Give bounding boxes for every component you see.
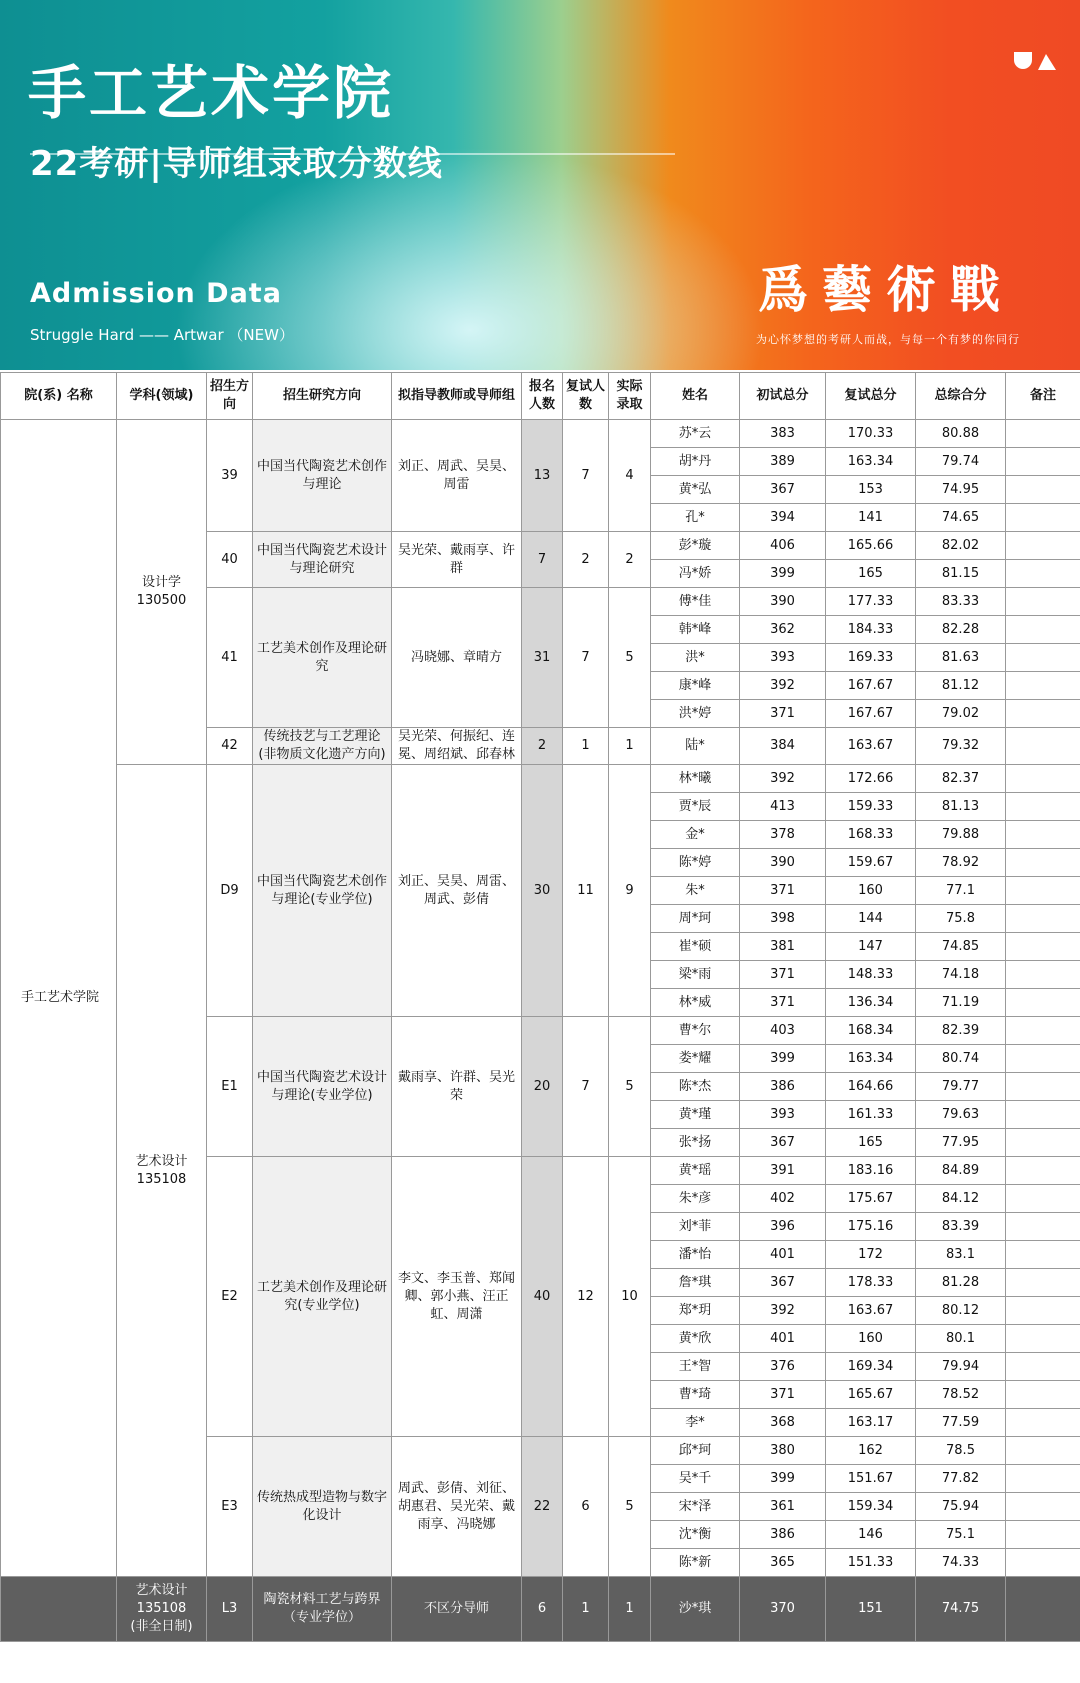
remarks-cell	[1006, 1297, 1080, 1325]
student-name-cell: 周*珂	[651, 905, 740, 933]
remarks-cell	[1006, 644, 1080, 672]
interview-count-cell: 11	[563, 765, 609, 1017]
initial-score-cell: 367	[740, 1129, 826, 1157]
mentors-cell: 戴雨享、许群、吴光荣	[392, 1017, 522, 1157]
total-score-cell: 74.95	[916, 476, 1006, 504]
remarks-cell	[1006, 877, 1080, 905]
applied-count-cell: 2	[522, 728, 563, 765]
initial-score-cell: 392	[740, 672, 826, 700]
total-score-cell: 79.77	[916, 1073, 1006, 1101]
interview-count-cell: 7	[563, 1017, 609, 1157]
remarks-cell	[1006, 1465, 1080, 1493]
retest-score-cell: 170.33	[826, 420, 916, 448]
remarks-cell	[1006, 765, 1080, 793]
table-row	[1, 765, 1080, 793]
total-score-cell: 74.75	[916, 1577, 1006, 1642]
retest-score-cell: 165.67	[826, 1381, 916, 1409]
research-direction-cell: 工艺美术创作及理论研究	[253, 588, 392, 728]
retest-score-cell: 184.33	[826, 616, 916, 644]
total-score-cell: 81.28	[916, 1269, 1006, 1297]
initial-score-cell: 393	[740, 1101, 826, 1129]
admitted-count-cell: 5	[609, 588, 651, 728]
student-name-cell: 陈*婷	[651, 849, 740, 877]
initial-score-cell: 393	[740, 644, 826, 672]
remarks-cell	[1006, 1325, 1080, 1353]
student-name-cell: 彭*璇	[651, 532, 740, 560]
student-name-cell: 傅*佳	[651, 588, 740, 616]
total-score-cell: 77.1	[916, 877, 1006, 905]
initial-score-cell: 386	[740, 1073, 826, 1101]
remarks-cell	[1006, 448, 1080, 476]
column-header: 报名人数	[522, 373, 563, 420]
applied-count-cell: 22	[522, 1437, 563, 1577]
column-header: 学科(领域)	[117, 373, 207, 420]
direction-code-cell: L3	[207, 1577, 253, 1642]
retest-score-cell: 167.67	[826, 672, 916, 700]
applied-count-cell: 7	[522, 532, 563, 588]
student-name-cell: 潘*怡	[651, 1241, 740, 1269]
college-blank-cell	[1, 1577, 117, 1642]
retest-score-cell: 167.67	[826, 700, 916, 728]
remarks-cell	[1006, 989, 1080, 1017]
mentors-cell: 吴光荣、戴雨享、许群	[392, 532, 522, 588]
total-score-cell: 82.39	[916, 1017, 1006, 1045]
student-name-cell: 王*智	[651, 1353, 740, 1381]
retest-score-cell: 159.67	[826, 849, 916, 877]
student-name-cell: 黄*欣	[651, 1325, 740, 1353]
total-score-cell: 84.89	[916, 1157, 1006, 1185]
remarks-cell	[1006, 728, 1080, 765]
student-name-cell: 沈*衡	[651, 1521, 740, 1549]
initial-score-cell: 370	[740, 1577, 826, 1642]
applied-count-cell: 6	[522, 1577, 563, 1642]
initial-score-cell: 368	[740, 1409, 826, 1437]
remarks-cell	[1006, 821, 1080, 849]
interview-count-cell: 7	[563, 588, 609, 728]
direction-code-cell: E3	[207, 1437, 253, 1577]
student-name-cell: 黄*瑾	[651, 1101, 740, 1129]
initial-score-cell: 380	[740, 1437, 826, 1465]
total-score-cell: 80.12	[916, 1297, 1006, 1325]
admitted-count-cell: 1	[609, 1577, 651, 1642]
student-name-cell: 崔*硕	[651, 933, 740, 961]
remarks-cell	[1006, 1129, 1080, 1157]
direction-code-cell: E1	[207, 1017, 253, 1157]
retest-score-cell: 141	[826, 504, 916, 532]
retest-score-cell: 163.17	[826, 1409, 916, 1437]
retest-score-cell: 164.66	[826, 1073, 916, 1101]
initial-score-cell: 362	[740, 616, 826, 644]
initial-score-cell: 367	[740, 1269, 826, 1297]
total-score-cell: 81.15	[916, 560, 1006, 588]
research-direction-cell: 工艺美术创作及理论研究(专业学位)	[253, 1157, 392, 1437]
mentors-cell: 吴光荣、何振纪、连冕、周绍斌、邱春林	[392, 728, 522, 765]
initial-score-cell: 406	[740, 532, 826, 560]
student-name-cell: 李*	[651, 1409, 740, 1437]
admitted-count-cell: 5	[609, 1437, 651, 1577]
remarks-cell	[1006, 933, 1080, 961]
remarks-cell	[1006, 1213, 1080, 1241]
initial-score-cell: 381	[740, 933, 826, 961]
student-name-cell: 黄*瑶	[651, 1157, 740, 1185]
student-name-cell: 陈*新	[651, 1549, 740, 1577]
research-direction-cell: 中国当代陶瓷艺术创作与理论	[253, 420, 392, 532]
retest-score-cell: 151.67	[826, 1465, 916, 1493]
english-subtitle: Struggle Hard —— Artwar （NEW）	[30, 326, 294, 344]
research-direction-cell: 中国当代陶瓷艺术设计与理论研究	[253, 532, 392, 588]
initial-score-cell: 413	[740, 793, 826, 821]
retest-score-cell: 146	[826, 1521, 916, 1549]
initial-score-cell: 399	[740, 1465, 826, 1493]
total-score-cell: 77.82	[916, 1465, 1006, 1493]
admitted-count-cell: 4	[609, 420, 651, 532]
initial-score-cell: 392	[740, 1297, 826, 1325]
remarks-cell	[1006, 1353, 1080, 1381]
research-direction-cell: 陶瓷材料工艺与跨界（专业学位）	[253, 1577, 392, 1642]
column-header: 实际录取	[609, 373, 651, 420]
initial-score-cell: 371	[740, 961, 826, 989]
initial-score-cell: 371	[740, 700, 826, 728]
subject-cell: 艺术设计 135108 (非全日制)	[117, 1577, 207, 1642]
student-name-cell: 宋*泽	[651, 1493, 740, 1521]
remarks-cell	[1006, 700, 1080, 728]
remarks-cell	[1006, 1549, 1080, 1577]
retest-score-cell: 163.67	[826, 1297, 916, 1325]
interview-count-cell: 1	[563, 728, 609, 765]
remarks-cell	[1006, 560, 1080, 588]
retest-score-cell: 172	[826, 1241, 916, 1269]
mentors-cell: 不区分导师	[392, 1577, 522, 1642]
retest-score-cell: 160	[826, 877, 916, 905]
total-score-cell: 79.32	[916, 728, 1006, 765]
english-title: Admission Data	[30, 278, 282, 309]
student-name-cell: 郑*玥	[651, 1297, 740, 1325]
direction-code-cell: 39	[207, 420, 253, 532]
total-score-cell: 82.28	[916, 616, 1006, 644]
total-score-cell: 79.94	[916, 1353, 1006, 1381]
total-score-cell: 82.02	[916, 532, 1006, 560]
total-score-cell: 83.1	[916, 1241, 1006, 1269]
banner	[0, 0, 1080, 370]
direction-code-cell: 40	[207, 532, 253, 588]
initial-score-cell: 386	[740, 1521, 826, 1549]
remarks-cell	[1006, 1241, 1080, 1269]
remarks-cell	[1006, 1493, 1080, 1521]
subject-cell: 艺术设计 135108	[117, 765, 207, 1577]
total-score-cell: 74.65	[916, 504, 1006, 532]
total-score-cell: 78.92	[916, 849, 1006, 877]
student-name-cell: 黄*弘	[651, 476, 740, 504]
remarks-cell	[1006, 793, 1080, 821]
remarks-cell	[1006, 1577, 1080, 1642]
retest-score-cell: 151.33	[826, 1549, 916, 1577]
student-name-cell: 洪*婷	[651, 700, 740, 728]
total-score-cell: 83.33	[916, 588, 1006, 616]
column-header: 姓名	[651, 373, 740, 420]
initial-score-cell: 403	[740, 1017, 826, 1045]
direction-code-cell: 42	[207, 728, 253, 765]
remarks-cell	[1006, 1269, 1080, 1297]
retest-score-cell: 169.34	[826, 1353, 916, 1381]
direction-code-cell: E2	[207, 1157, 253, 1437]
retest-score-cell: 153	[826, 476, 916, 504]
total-score-cell: 79.88	[916, 821, 1006, 849]
subject-cell: 设计学 130500	[117, 420, 207, 765]
applied-count-cell: 30	[522, 765, 563, 1017]
remarks-cell	[1006, 1381, 1080, 1409]
student-name-cell: 洪*	[651, 644, 740, 672]
student-name-cell: 沙*琪	[651, 1577, 740, 1642]
total-score-cell: 77.95	[916, 1129, 1006, 1157]
remarks-cell	[1006, 504, 1080, 532]
retest-score-cell: 165.66	[826, 532, 916, 560]
retest-score-cell: 162	[826, 1437, 916, 1465]
total-score-cell: 80.74	[916, 1045, 1006, 1073]
column-header: 拟指导教师或导师组	[392, 373, 522, 420]
brand-logo-icon	[1012, 50, 1058, 72]
total-score-cell: 82.37	[916, 765, 1006, 793]
student-name-cell: 曹*尔	[651, 1017, 740, 1045]
interview-count-cell: 7	[563, 420, 609, 532]
remarks-cell	[1006, 420, 1080, 448]
remarks-cell	[1006, 672, 1080, 700]
remarks-cell	[1006, 1045, 1080, 1073]
student-name-cell: 朱*	[651, 877, 740, 905]
retest-score-cell: 144	[826, 905, 916, 933]
page-subtitle: 22考研|导师组录取分数线	[30, 144, 443, 184]
total-score-cell: 78.52	[916, 1381, 1006, 1409]
column-header: 招生研究方向	[253, 373, 392, 420]
initial-score-cell: 398	[740, 905, 826, 933]
initial-score-cell: 367	[740, 476, 826, 504]
interview-count-cell: 2	[563, 532, 609, 588]
table-header-row	[1, 373, 1080, 420]
initial-score-cell: 402	[740, 1185, 826, 1213]
total-score-cell: 78.5	[916, 1437, 1006, 1465]
admitted-count-cell: 1	[609, 728, 651, 765]
student-name-cell: 梁*雨	[651, 961, 740, 989]
initial-score-cell: 392	[740, 765, 826, 793]
admitted-count-cell: 9	[609, 765, 651, 1017]
initial-score-cell: 399	[740, 560, 826, 588]
retest-score-cell: 175.67	[826, 1185, 916, 1213]
total-score-cell: 75.94	[916, 1493, 1006, 1521]
applied-count-cell: 20	[522, 1017, 563, 1157]
retest-score-cell: 165	[826, 1129, 916, 1157]
remarks-cell	[1006, 905, 1080, 933]
column-header: 初试总分	[740, 373, 826, 420]
retest-score-cell: 136.34	[826, 989, 916, 1017]
initial-score-cell: 389	[740, 448, 826, 476]
mentors-cell: 刘正、周武、吴昊、周雷	[392, 420, 522, 532]
mentors-cell: 周武、彭倩、刘征、胡惠君、吴光荣、戴雨享、冯晓娜	[392, 1437, 522, 1577]
total-score-cell: 71.19	[916, 989, 1006, 1017]
initial-score-cell: 371	[740, 989, 826, 1017]
total-score-cell: 79.74	[916, 448, 1006, 476]
table-row	[1, 420, 1080, 448]
retest-score-cell: 161.33	[826, 1101, 916, 1129]
research-direction-cell: 中国当代陶瓷艺术设计与理论(专业学位)	[253, 1017, 392, 1157]
retest-score-cell: 160	[826, 1325, 916, 1353]
total-score-cell: 75.8	[916, 905, 1006, 933]
retest-score-cell: 147	[826, 933, 916, 961]
initial-score-cell: 378	[740, 821, 826, 849]
remarks-cell	[1006, 1437, 1080, 1465]
retest-score-cell: 159.33	[826, 793, 916, 821]
retest-score-cell: 168.33	[826, 821, 916, 849]
initial-score-cell: 371	[740, 1381, 826, 1409]
retest-score-cell: 169.33	[826, 644, 916, 672]
initial-score-cell: 390	[740, 588, 826, 616]
brand-slogan: 为心怀梦想的考研人而战，与每一个有梦的你同行	[756, 333, 1020, 346]
student-name-cell: 孔*	[651, 504, 740, 532]
retest-score-cell: 165	[826, 560, 916, 588]
mentors-cell: 李文、李玉普、郑闻卿、郭小燕、汪正虹、周潇	[392, 1157, 522, 1437]
research-direction-cell: 中国当代陶瓷艺术创作与理论(专业学位)	[253, 765, 392, 1017]
total-score-cell: 80.1	[916, 1325, 1006, 1353]
initial-score-cell: 401	[740, 1241, 826, 1269]
retest-score-cell: 163.34	[826, 1045, 916, 1073]
student-name-cell: 娄*耀	[651, 1045, 740, 1073]
remarks-cell	[1006, 588, 1080, 616]
total-score-cell: 84.12	[916, 1185, 1006, 1213]
initial-score-cell: 383	[740, 420, 826, 448]
student-name-cell: 曹*琦	[651, 1381, 740, 1409]
initial-score-cell: 399	[740, 1045, 826, 1073]
student-name-cell: 邱*珂	[651, 1437, 740, 1465]
retest-score-cell: 177.33	[826, 588, 916, 616]
student-name-cell: 韩*峰	[651, 616, 740, 644]
column-header: 复试总分	[826, 373, 916, 420]
retest-score-cell: 159.34	[826, 1493, 916, 1521]
student-name-cell: 苏*云	[651, 420, 740, 448]
initial-score-cell: 376	[740, 1353, 826, 1381]
retest-score-cell: 175.16	[826, 1213, 916, 1241]
initial-score-cell: 384	[740, 728, 826, 765]
remarks-cell	[1006, 1017, 1080, 1045]
college-name-cell: 手工艺术学院	[1, 420, 117, 1577]
student-name-cell: 胡*丹	[651, 448, 740, 476]
column-header: 院(系) 名称	[1, 373, 117, 420]
total-score-cell: 81.12	[916, 672, 1006, 700]
column-header: 备注	[1006, 373, 1080, 420]
retest-score-cell: 148.33	[826, 961, 916, 989]
applied-count-cell: 13	[522, 420, 563, 532]
retest-score-cell: 163.34	[826, 448, 916, 476]
initial-score-cell: 394	[740, 504, 826, 532]
column-header: 招生方向	[207, 373, 253, 420]
initial-score-cell: 401	[740, 1325, 826, 1353]
student-name-cell: 冯*娇	[651, 560, 740, 588]
total-score-cell: 75.1	[916, 1521, 1006, 1549]
total-score-cell: 74.18	[916, 961, 1006, 989]
remarks-cell	[1006, 1185, 1080, 1213]
initial-score-cell: 396	[740, 1213, 826, 1241]
direction-code-cell: 41	[207, 588, 253, 728]
initial-score-cell: 371	[740, 877, 826, 905]
total-score-cell: 74.85	[916, 933, 1006, 961]
mentors-cell: 冯晓娜、章晴方	[392, 588, 522, 728]
admitted-count-cell: 2	[609, 532, 651, 588]
column-header: 复试人数	[563, 373, 609, 420]
retest-score-cell: 151	[826, 1577, 916, 1642]
total-score-cell: 79.02	[916, 700, 1006, 728]
direction-code-cell: D9	[207, 765, 253, 1017]
remarks-cell	[1006, 1157, 1080, 1185]
total-score-cell: 80.88	[916, 420, 1006, 448]
page-title: 手工艺术学院	[28, 59, 395, 127]
total-score-cell: 74.33	[916, 1549, 1006, 1577]
part-time-row	[1, 1577, 1080, 1642]
total-score-cell: 81.13	[916, 793, 1006, 821]
retest-score-cell: 183.16	[826, 1157, 916, 1185]
student-name-cell: 吴*千	[651, 1465, 740, 1493]
initial-score-cell: 391	[740, 1157, 826, 1185]
column-header: 总综合分	[916, 373, 1006, 420]
remarks-cell	[1006, 1101, 1080, 1129]
student-name-cell: 贾*辰	[651, 793, 740, 821]
remarks-cell	[1006, 1073, 1080, 1101]
remarks-cell	[1006, 849, 1080, 877]
retest-score-cell: 163.67	[826, 728, 916, 765]
remarks-cell	[1006, 532, 1080, 560]
retest-score-cell: 172.66	[826, 765, 916, 793]
applied-count-cell: 31	[522, 588, 563, 728]
interview-count-cell: 1	[563, 1577, 609, 1642]
total-score-cell: 83.39	[916, 1213, 1006, 1241]
initial-score-cell: 390	[740, 849, 826, 877]
remarks-cell	[1006, 961, 1080, 989]
student-name-cell: 林*威	[651, 989, 740, 1017]
student-name-cell: 朱*彦	[651, 1185, 740, 1213]
applied-count-cell: 40	[522, 1157, 563, 1437]
admission-table	[0, 372, 1080, 1642]
interview-count-cell: 6	[563, 1437, 609, 1577]
retest-score-cell: 178.33	[826, 1269, 916, 1297]
student-name-cell: 康*峰	[651, 672, 740, 700]
interview-count-cell: 12	[563, 1157, 609, 1437]
student-name-cell: 刘*菲	[651, 1213, 740, 1241]
student-name-cell: 陈*杰	[651, 1073, 740, 1101]
research-direction-cell: 传统热成型造物与数字化设计	[253, 1437, 392, 1577]
research-direction-cell: 传统技艺与工艺理论(非物质文化遗产方向)	[253, 728, 392, 765]
student-name-cell: 陆*	[651, 728, 740, 765]
initial-score-cell: 361	[740, 1493, 826, 1521]
admitted-count-cell: 10	[609, 1157, 651, 1437]
admitted-count-cell: 5	[609, 1017, 651, 1157]
remarks-cell	[1006, 476, 1080, 504]
total-score-cell: 77.59	[916, 1409, 1006, 1437]
mentors-cell: 刘正、吴昊、周雷、周武、彭倩	[392, 765, 522, 1017]
initial-score-cell: 365	[740, 1549, 826, 1577]
student-name-cell: 张*扬	[651, 1129, 740, 1157]
remarks-cell	[1006, 1409, 1080, 1437]
retest-score-cell: 168.34	[826, 1017, 916, 1045]
total-score-cell: 79.63	[916, 1101, 1006, 1129]
student-name-cell: 詹*琪	[651, 1269, 740, 1297]
remarks-cell	[1006, 616, 1080, 644]
brand-calligraphy: 爲藝術戰	[758, 260, 1014, 319]
student-name-cell: 金*	[651, 821, 740, 849]
remarks-cell	[1006, 1521, 1080, 1549]
total-score-cell: 81.63	[916, 644, 1006, 672]
student-name-cell: 林*曦	[651, 765, 740, 793]
